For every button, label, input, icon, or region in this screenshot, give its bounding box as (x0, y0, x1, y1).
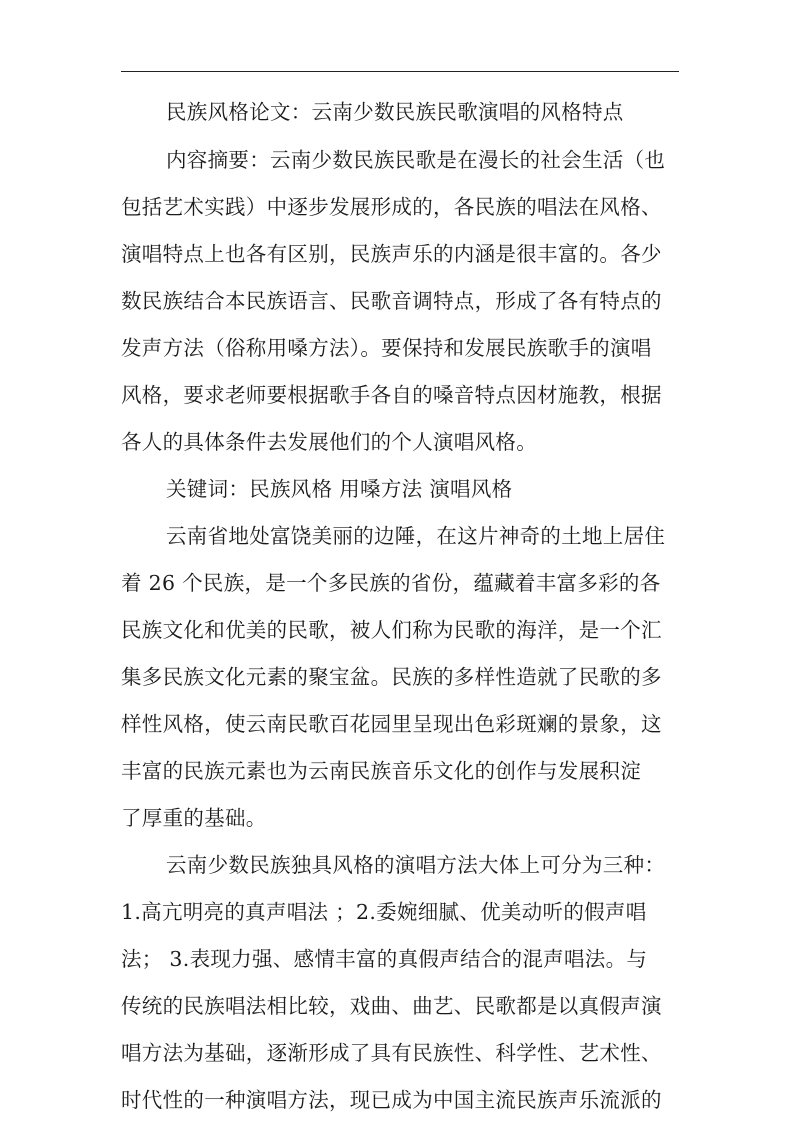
text-line: 云南少数民族独具风格的演唱方法大体上可分为三种： (166, 853, 666, 877)
text-line: 法； 3.表现力强、感情丰富的真假声结合的混声唱法。与 (121, 947, 648, 971)
text-line: 了厚重的基础。 (121, 806, 267, 830)
keywords-line: 关键词：民族风格 用嗓方法 演唱风格 (166, 477, 513, 501)
text-line: 时代性的一种演唱方法，现已成为中国主流民族声乐流派的 (121, 1088, 662, 1112)
text-line: 丰富的民族元素也为云南民族音乐文化的创作与发展积淀 (121, 759, 641, 783)
text-line: 演唱特点上也各有区别，民族声乐的内涵是很丰富的。各少 (121, 242, 662, 266)
text-line: 包括艺术实践）中逐步发展形成的，各民族的唱法在风格、 (121, 195, 662, 219)
text-line: 着 26 个民族，是一个多民族的省份，蕴藏着丰富多彩的各 (121, 571, 661, 595)
text-line: 唱方法为基础，逐渐形成了具有民族性、科学性、艺术性、 (121, 1041, 662, 1065)
document-title: 民族风格论文：云南少数民族民歌演唱的风格特点 (166, 100, 624, 124)
header-rule (121, 71, 679, 72)
text-line: 云南省地处富饶美丽的边陲，在这片神奇的土地上居住 (166, 524, 666, 548)
text-line: 民族文化和优美的民歌，被人们称为民歌的海洋，是一个汇 (121, 618, 662, 642)
text-line: 样性风格，使云南民歌百花园里呈现出色彩斑斓的景象，这 (121, 712, 662, 736)
text-line: 1.高亢明亮的真声唱法 ；2.委婉细腻、优美动听的假声唱 (121, 900, 647, 924)
text-line: 风格，要求老师要根据歌手各自的嗓音特点因材施教，根据 (121, 383, 662, 407)
text-line: 传统的民族唱法相比较，戏曲、曲艺、民歌都是以真假声演 (121, 994, 662, 1018)
text-line: 集多民族文化元素的聚宝盆。民族的多样性造就了民歌的多 (121, 665, 662, 689)
text-line: 数民族结合本民族语言、民歌音调特点，形成了各有特点的 (121, 289, 662, 313)
text-line: 发声方法（俗称用嗓方法）。要保持和发展民族歌手的演唱 (121, 336, 652, 360)
text-line: 各人的具体条件去发展他们的个人演唱风格。 (121, 430, 537, 454)
text-line: 内容摘要：云南少数民族民歌是在漫长的社会生活（也 (166, 148, 666, 172)
